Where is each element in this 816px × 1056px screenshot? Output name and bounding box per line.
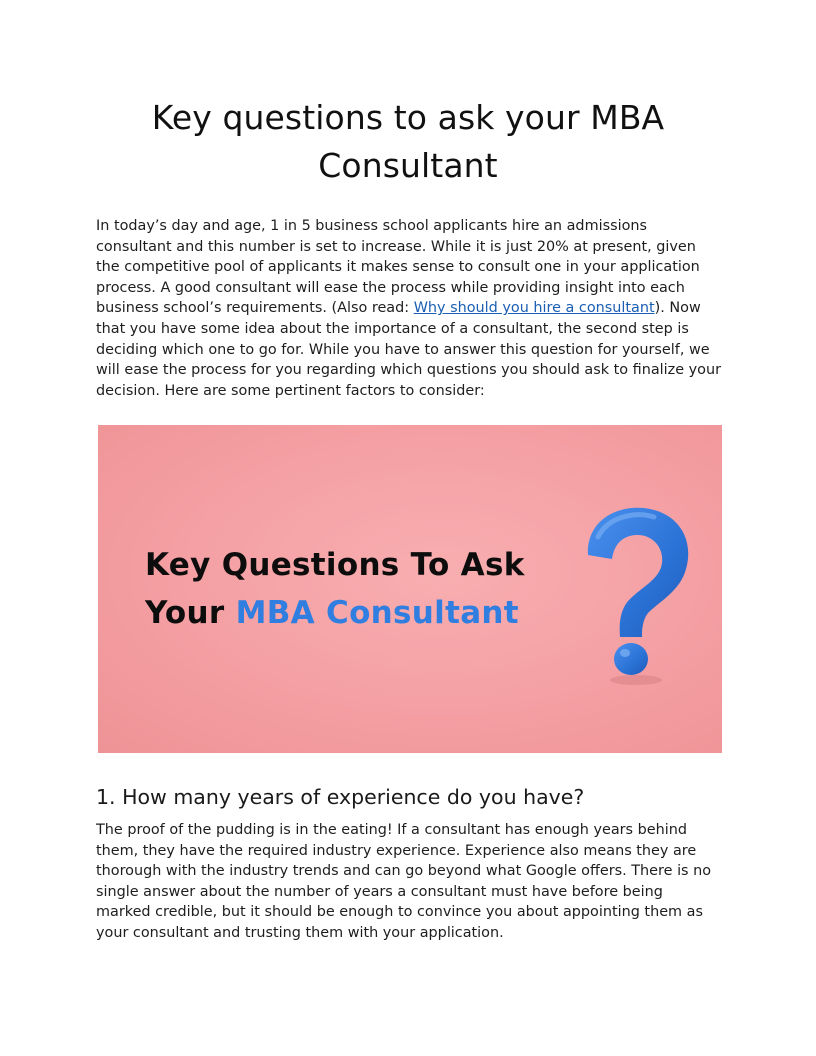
section-heading-experience: 1. How many years of experience do you have? xyxy=(96,785,585,809)
banner-heading-accent: MBA Consultant xyxy=(235,595,519,631)
hire-consultant-link[interactable]: Why should you hire a consultant xyxy=(413,300,655,317)
question-mark-icon xyxy=(568,497,698,687)
intro-text-before-link: In today’s day and age, 1 in 5 business school applicants hire an admissions consultant and this number is set to increase. While it is just 20% at present, given the competitive pool of applicants it makes sense to consult one in your application process. A good consultant will ease the process while providing insight into each business school’s requirements. (Also read: xyxy=(96,218,700,317)
banner-image xyxy=(98,425,722,753)
banner-heading-prefix: Your xyxy=(145,595,236,631)
banner-heading-line1: Key Questions To Ask xyxy=(145,547,525,583)
banner-heading-line2 xyxy=(145,593,519,633)
intro-text-after-link: ). Now that you have some idea about the importance of a consultant, the second step is deciding which one to go for. While you have to answer this question for yourself, we will ease the process for you regarding which questions you should ask to finalize your decision. Here are some pertinent factors to consider: xyxy=(96,300,722,399)
page-title: Key questions to ask your MBA Consultant xyxy=(151,98,665,185)
intro-paragraph xyxy=(96,216,722,401)
section-body-experience: The proof of the pudding is in the eating! If a consultant has enough years behind them, they have the required industry experience. Experience also means they are thorough with the industry trends and can go beyond what Google offers. There is no single answer about the number of years a consultant must have before being marked credible, but it should be enough to convince you about appointing them as your consultant and trusting them with your application. xyxy=(96,822,712,941)
